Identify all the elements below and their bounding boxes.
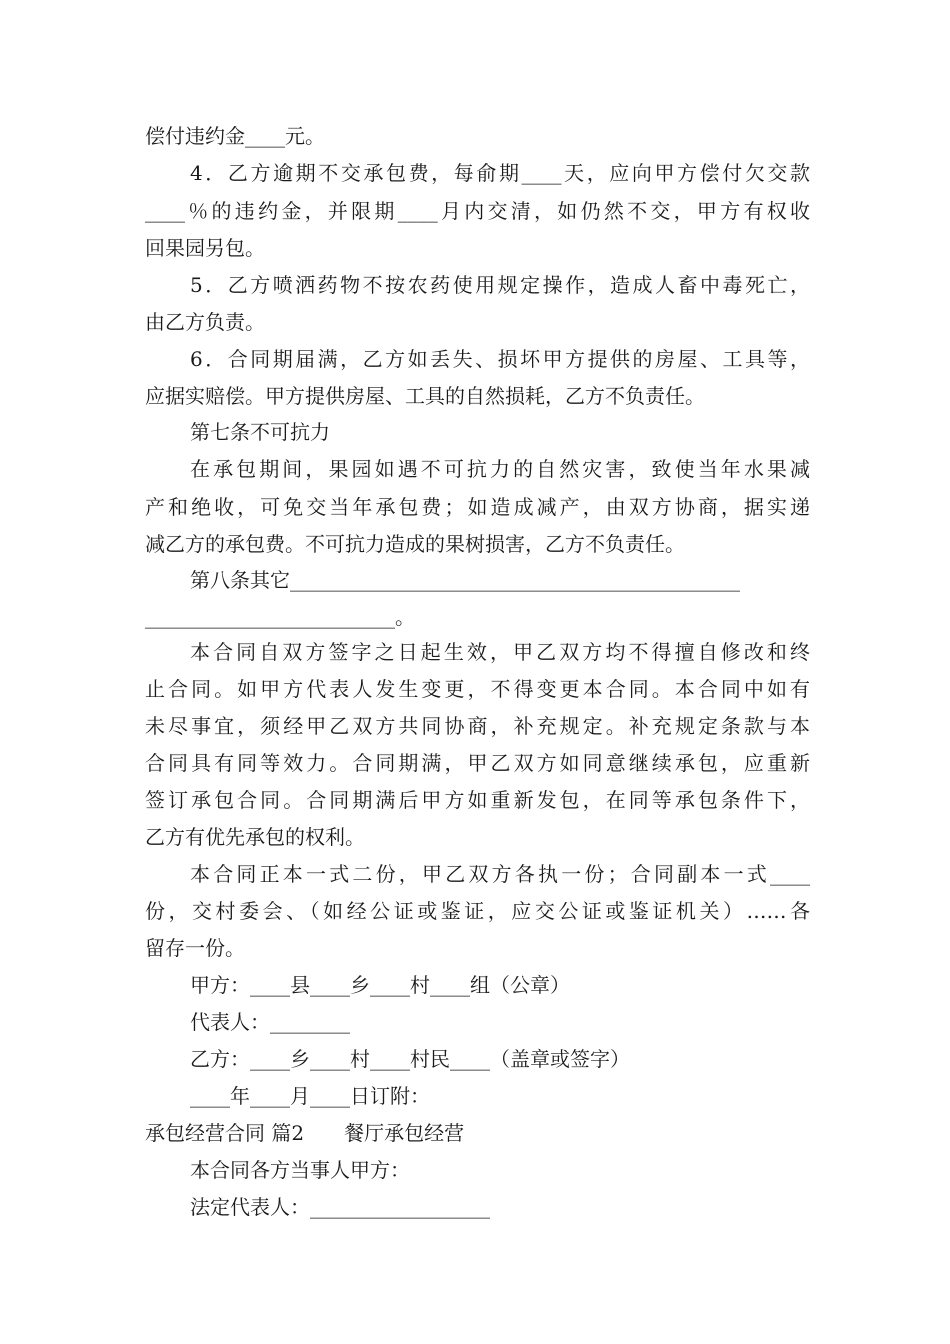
text-line: 回果园另包。 xyxy=(145,236,265,260)
signature-party-b: 乙方：____乡____村____村民____（盖章或签字） xyxy=(190,1047,630,1071)
signature-date: ____年____月____日订附： xyxy=(190,1084,430,1108)
text-line: _________________________。 xyxy=(145,605,415,629)
text-line: 本合同自双方签字之日起生效，甲乙双方均不得擅自修改和终 xyxy=(190,640,810,664)
signature-party-a: 甲方：____县____乡____村____组（公章） xyxy=(190,973,570,997)
text-line: 乙方有优先承包的权利。 xyxy=(145,825,365,849)
text-line: 未尽事宜，须经甲乙双方共同协商，补充规定。补充规定条款与本 xyxy=(145,714,810,738)
text-line: 在承包期间，果园如遇不可抗力的自然灾害，致使当年水果减 xyxy=(190,457,810,481)
section-heading: 第七条不可抗力 xyxy=(190,420,330,444)
text-line: ____％的违约金，并限期____月内交清，如仍然不交，甲方有权收 xyxy=(145,199,810,223)
text-line: 产和绝收，可免交当年承包费；如造成减产，由双方协商，据实递 xyxy=(145,495,810,519)
text-line: 应据实赔偿。甲方提供房屋、工具的自然损耗，乙方不负责任。 xyxy=(145,384,705,408)
text-line: 法定代表人：__________________ xyxy=(190,1195,490,1219)
text-line: 止合同。如甲方代表人发生变更，不得变更本合同。本合同中如有 xyxy=(145,677,810,701)
text-line: 4．乙方逾期不交承包费，每俞期____天，应向甲方偿付欠交款 xyxy=(190,161,810,185)
contract-title: 承包经营合同 篇2 餐厅承包经营 xyxy=(145,1121,465,1145)
text-line: 由乙方负责。 xyxy=(145,310,265,334)
text-line: 份，交村委会、（如经公证或鉴证，应交公证或鉴证机关）……各 xyxy=(145,899,810,923)
text-line: 合同具有同等效力。合同期满，甲乙双方如同意继续承包，应重新 xyxy=(145,751,810,775)
text-line: 本合同各方当事人甲方： xyxy=(190,1158,410,1182)
text-line: 留存一份。 xyxy=(145,936,245,960)
text-line: 减乙方的承包费。不可抗力造成的果树损害，乙方不负责任。 xyxy=(145,532,685,556)
text-line: 6．合同期届满，乙方如丢失、损坏甲方提供的房屋、工具等， xyxy=(190,347,810,371)
signature-representative: 代表人：________ xyxy=(190,1010,350,1034)
section-heading: 第八条其它_____________________________________________ xyxy=(190,568,740,592)
text-line: 本合同正本一式二份，甲乙双方各执一份；合同副本一式____ xyxy=(190,862,810,886)
text-line: 签订承包合同。合同期满后甲方如重新发包，在同等承包条件下， xyxy=(145,788,810,812)
text-line: 偿付违约金____元。 xyxy=(145,124,325,148)
text-line: 5．乙方喷洒药物不按农药使用规定操作，造成人畜中毒死亡， xyxy=(190,273,810,297)
